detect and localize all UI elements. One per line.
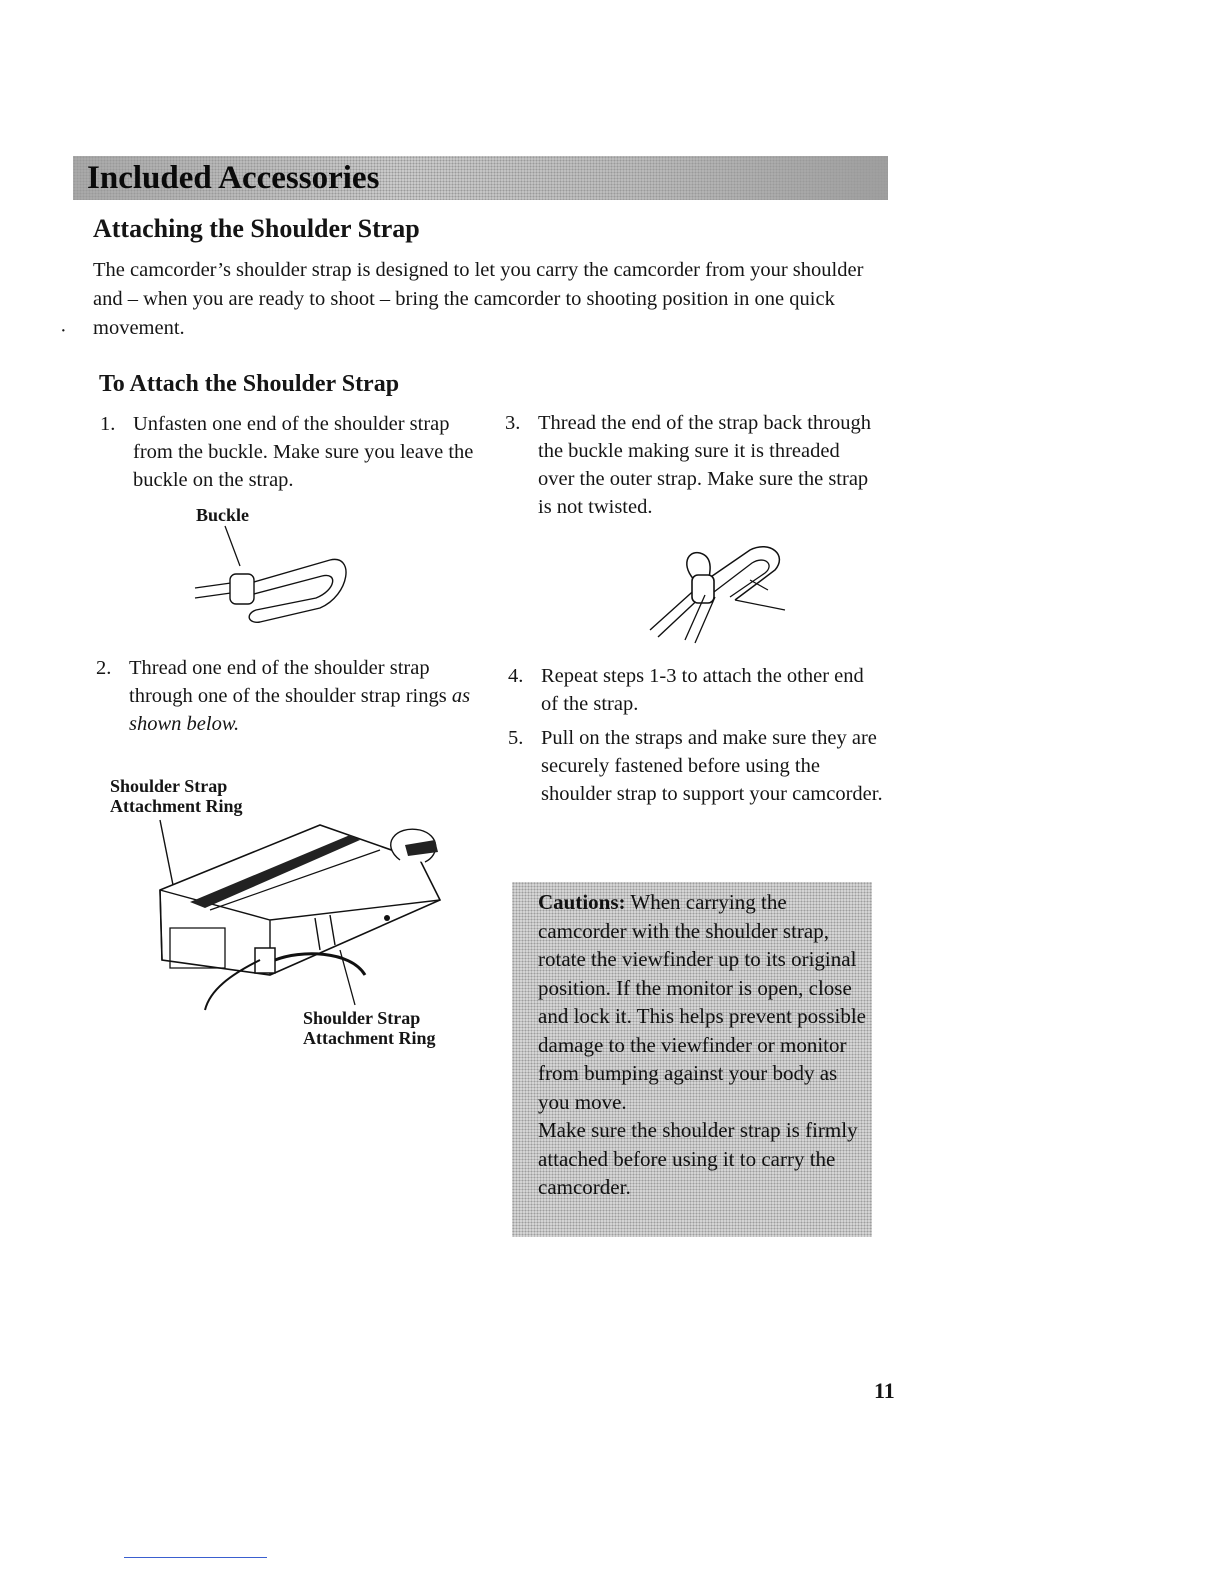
intro-paragraph: The camcorder’s shoulder strap is designed to let you carry the camcorder from your shoulder and – when you are ready to shoot – bring the camcorder to shooting position in one quick movement.: [93, 259, 864, 339]
buckle-label: Buckle: [196, 505, 250, 525]
step-number: 4.: [508, 665, 524, 687]
threaded-buckle-illustration: [640, 535, 800, 650]
step-number: 3.: [505, 412, 521, 434]
step-number: 5.: [508, 727, 524, 749]
step-text: Pull on the straps and make sure they are securely fastened before using the shoulder strap to support your camcorder.: [541, 727, 883, 805]
cautions-body-1: When carrying the camcorder with the shoulder strap, rotate the viewfinder up to its original position. If the monitor is open, close and lock it. This helps prevent possible damage to the viewfinder or monitor from bumping against your body as you move.: [538, 890, 866, 1114]
step-5: [508, 724, 898, 844]
camcorder-illustration: [150, 810, 450, 1020]
step-number: 2.: [96, 657, 112, 679]
step-4: [508, 662, 898, 722]
ring-label-bottom-line2: Attachment Ring: [303, 1028, 436, 1048]
step-text: Thread the end of the strap back through the buckle making sure it is threaded over the outer strap. Make sure the strap is not twisted.: [538, 412, 872, 518]
cautions-box: [512, 882, 872, 1237]
cautions-label: Cautions:: [538, 890, 626, 914]
stray-mark: ·: [60, 320, 67, 342]
step-text: Repeat steps 1-3 to attach the other end of the strap.: [541, 665, 864, 715]
section-banner: [73, 156, 888, 200]
ring-label-top-line1: Shoulder Strap: [110, 776, 228, 796]
step-text-italic: as shown below.: [129, 685, 471, 735]
ring-label-bottom-line1: Shoulder Strap: [303, 1008, 421, 1028]
ring-label-bottom: [303, 1008, 436, 1048]
page-number: 11: [874, 1378, 895, 1403]
step-number: 1.: [100, 413, 116, 435]
footer-rule: [124, 1557, 267, 1558]
step-text-main: Thread one end of the shoulder strap through one of the shoulder strap rings: [129, 657, 447, 707]
step-2: [96, 654, 496, 744]
step-3: [505, 409, 895, 529]
step-text: [129, 654, 489, 738]
subsection-heading: To Attach the Shoulder Strap: [99, 371, 400, 397]
section-heading: Attaching the Shoulder Strap: [93, 214, 420, 243]
step-1: [100, 410, 490, 500]
cautions-text: [538, 888, 868, 1202]
banner-title: Included Accessories: [87, 160, 380, 196]
ring-label-top-line2: Attachment Ring: [110, 796, 243, 816]
cautions-body-2: Make sure the shoulder strap is firmly attached before using it to carry the camcorder.: [538, 1118, 858, 1199]
step-text: Unfasten one end of the shoulder strap from the buckle. Make sure you leave the buckle on the strap.: [133, 413, 474, 491]
buckle-strap-illustration: [190, 520, 360, 630]
